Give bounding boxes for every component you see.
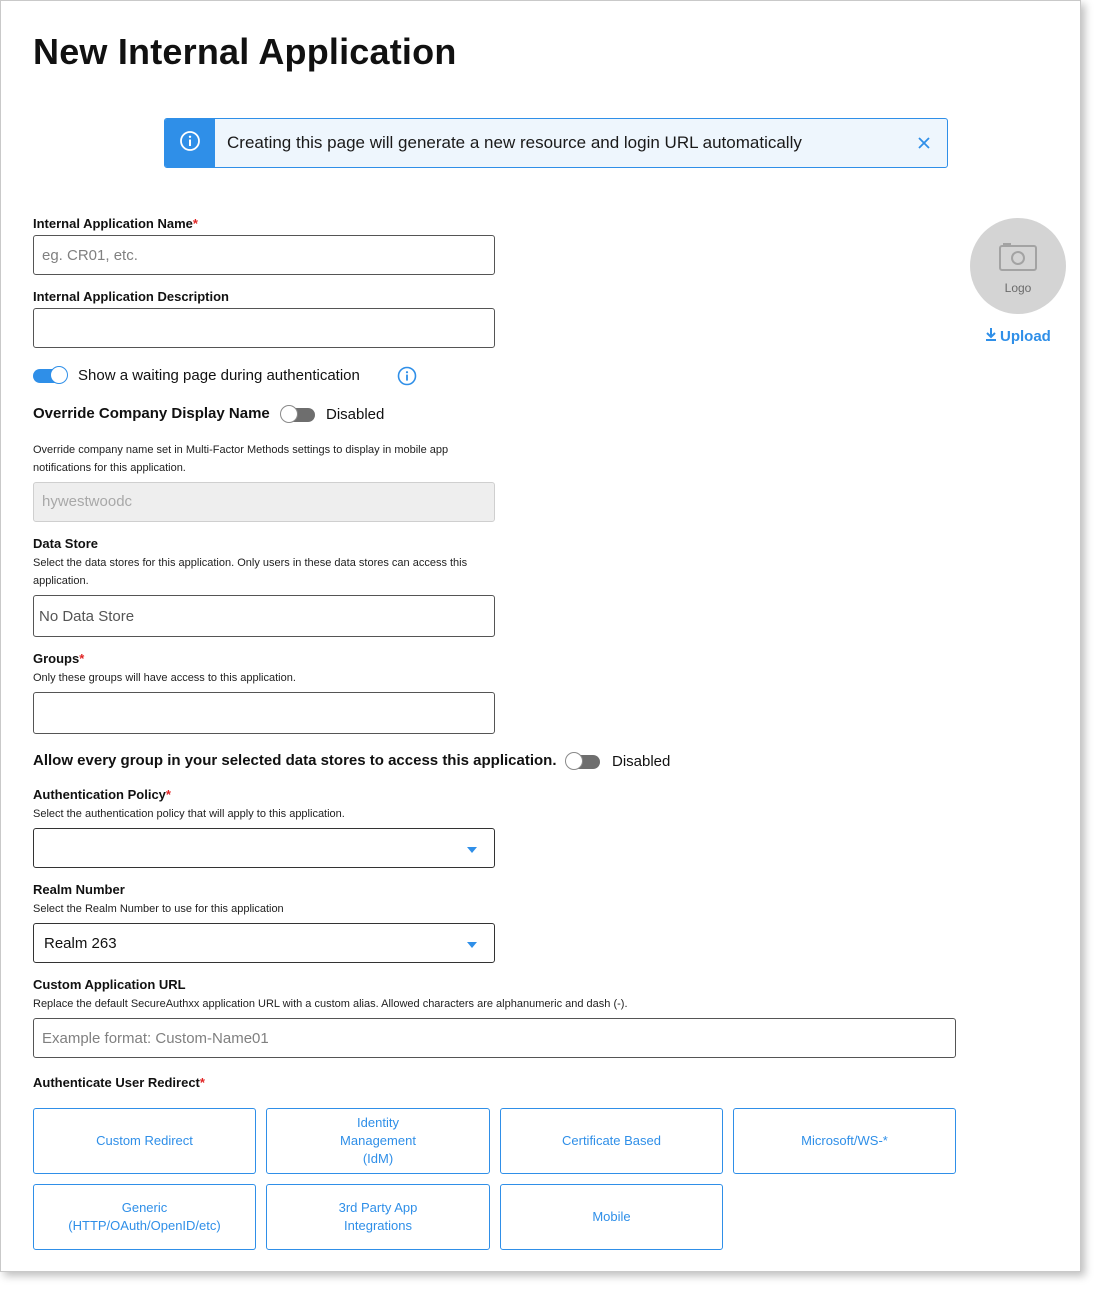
groups-help: Only these groups will have access to this application. — [33, 672, 296, 684]
redirect-option-line: Identity — [357, 1115, 399, 1130]
allow-all-groups-label: Allow every group in your selected data stores to access this application. — [33, 752, 557, 769]
redirect-option-label — [801, 1132, 888, 1150]
allow-all-groups-toggle[interactable] — [566, 755, 600, 769]
info-banner — [164, 118, 948, 168]
waiting-page-label: Show a waiting page during authentication — [78, 367, 360, 384]
toggle-knob — [280, 405, 298, 423]
redirect-option-certificate-based[interactable] — [500, 1108, 723, 1174]
override-display-name-state: Disabled — [326, 406, 385, 423]
banner-message: Creating this page will generate a new resource and login URL automatically — [227, 133, 802, 152]
info-circle-icon — [179, 130, 201, 157]
realm-select[interactable] — [33, 923, 495, 963]
logo-label: Logo — [1004, 281, 1032, 295]
info-circle-icon[interactable] — [397, 366, 417, 391]
redirect-option-line: Generic — [121, 1200, 168, 1215]
data-store-select[interactable] — [33, 595, 495, 637]
redirect-option-label — [340, 1114, 416, 1168]
upload-label: Upload — [1000, 327, 1051, 345]
toggle-knob — [565, 752, 583, 770]
app-name-label-text: Internal Application Name — [33, 216, 193, 231]
redirect-option-line: Mobile — [592, 1209, 631, 1224]
company-display-name-input — [33, 482, 495, 522]
app-description-label: Internal Application Description — [33, 289, 229, 304]
custom-url-input[interactable] — [33, 1018, 956, 1058]
redirect-option-mobile[interactable] — [500, 1184, 723, 1250]
redirect-option-line: 3rd Party App — [338, 1200, 418, 1215]
redirect-option-line: (IdM) — [362, 1151, 394, 1166]
app-name-label — [33, 216, 198, 231]
app-name-input[interactable] — [33, 235, 495, 275]
auth-policy-help: Select the authentication policy that will apply to this application. — [33, 808, 345, 820]
auth-policy-label-text: Authentication Policy — [33, 787, 166, 802]
camera-icon — [999, 242, 1037, 277]
redirect-option-label — [96, 1132, 193, 1150]
realm-help: Select the Realm Number to use for this application — [33, 903, 284, 915]
redirect-option-line: Integrations — [344, 1218, 412, 1233]
redirect-option-label — [68, 1199, 220, 1235]
groups-input[interactable] — [33, 692, 495, 734]
redirect-option-generic[interactable] — [33, 1184, 256, 1250]
download-arrow-icon — [985, 327, 997, 345]
required-mark: * — [199, 1075, 205, 1090]
auth-policy-select[interactable] — [33, 828, 495, 868]
page-title: New Internal Application — [33, 31, 457, 72]
data-store-label: Data Store — [33, 536, 99, 551]
logo-placeholder[interactable] — [970, 218, 1066, 314]
auth-policy-label — [33, 787, 171, 802]
redirect-option-line: Management — [340, 1133, 416, 1148]
data-store-help: Select the data stores for this application. Only users in these data stores can access this application. — [33, 557, 468, 587]
groups-label-text: Groups — [33, 651, 80, 666]
data-store-value: No Data Store — [39, 608, 135, 625]
redirect-label-text: Authenticate User Redirect — [33, 1075, 200, 1090]
redirect-option-3rd-party[interactable] — [266, 1184, 490, 1250]
chevron-down-icon — [467, 847, 477, 853]
company-display-name-value: hywestwoodc — [42, 493, 133, 510]
groups-label — [33, 651, 84, 666]
redirect-option-identity-management[interactable] — [266, 1108, 490, 1174]
override-display-name-label: Override Company Display Name — [33, 405, 270, 422]
app-description-input[interactable] — [33, 308, 495, 348]
redirect-option-microsoft-ws[interactable] — [733, 1108, 956, 1174]
realm-value: Realm 263 — [44, 935, 117, 952]
realm-label: Realm Number — [33, 882, 125, 897]
redirect-option-line: Certificate Based — [562, 1133, 661, 1148]
override-display-name-help: Override company name set in Multi-Factor Methods settings to display in mobile app notifications for this application. — [33, 444, 449, 474]
required-mark: * — [79, 651, 85, 666]
custom-url-label: Custom Application URL — [33, 977, 186, 992]
custom-url-help: Replace the default SecureAuthxx application URL with a custom alias. Allowed characters are alphanumeric and dash (-). — [33, 998, 628, 1010]
redirect-option-line: Microsoft/WS-* — [801, 1133, 888, 1148]
toggle-knob — [50, 366, 68, 384]
chevron-down-icon — [467, 942, 477, 948]
redirect-option-label — [592, 1208, 630, 1226]
redirect-option-custom-redirect[interactable] — [33, 1108, 256, 1174]
redirect-option-line: (HTTP/OAuth/OpenID/etc) — [68, 1218, 221, 1233]
banner-icon-box — [165, 119, 215, 167]
redirect-option-label — [562, 1132, 661, 1150]
close-icon[interactable] — [913, 132, 935, 154]
allow-all-groups-state: Disabled — [612, 753, 671, 770]
override-display-name-toggle[interactable] — [281, 408, 315, 422]
upload-button[interactable] — [985, 327, 1051, 345]
required-mark: * — [192, 216, 198, 231]
redirect-option-label — [339, 1199, 418, 1235]
redirect-option-line: Custom Redirect — [96, 1133, 193, 1148]
redirect-label — [33, 1075, 205, 1090]
waiting-page-toggle[interactable] — [33, 369, 67, 383]
required-mark: * — [165, 787, 171, 802]
